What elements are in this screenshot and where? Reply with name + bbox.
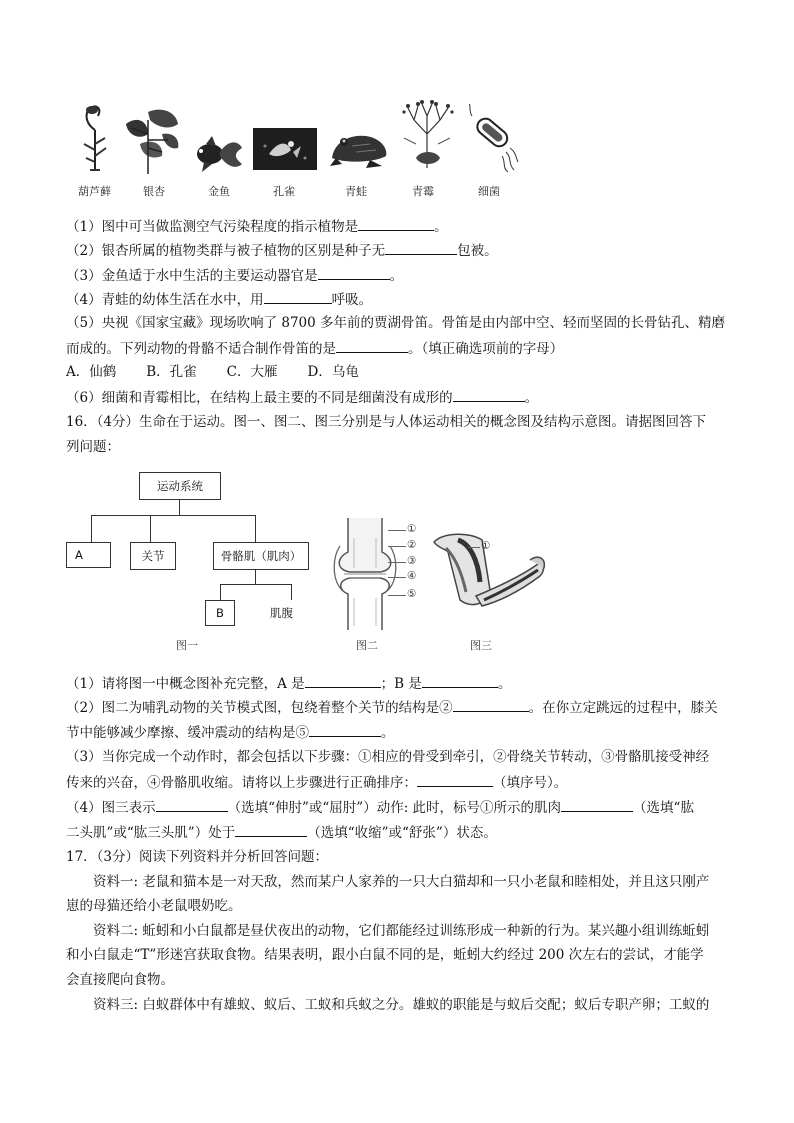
penicillium-image (396, 98, 458, 172)
q17-stem: 17．（3分）阅读下列资料并分析回答问题： (66, 849, 329, 865)
peacock-image (253, 128, 317, 170)
knee-joint-image (330, 518, 400, 630)
q17-material1-line1: 资料一: 老鼠和猫本是一对天敌，然而某户人家养的一只大白猫却和一只小老鼠和睦相处，并且这只刚产 (93, 874, 710, 890)
q16-2-text-b: 。在你立定跳远的过程中，膝关 (528, 700, 718, 716)
q16-stem-line2: 列问题： (66, 439, 120, 455)
q15-5-line1: （5）央视《国家宝藏》现场吹响了 8700 多年前的贾湖骨笛。骨笛是由内部中空、轻而坚固的长骨钻孔、精磨 (66, 315, 726, 331)
fig1-caption: 图一 (176, 639, 198, 652)
q15-6-end: 。 (524, 390, 539, 406)
answer-blank[interactable] (318, 266, 390, 280)
q15-5-line2 (66, 339, 563, 358)
moss-image (78, 100, 112, 174)
q16-3-line1: （3）当你完成一个动作时，都会包括以下步骤：①相应的骨受到牵引，②骨绕关节转动，③骨骼肌接受神经 (66, 749, 710, 765)
caption-bacterium: 细菌 (478, 185, 500, 198)
caption-ginkgo: 银杏 (143, 185, 165, 198)
answer-blank[interactable] (422, 674, 498, 688)
q15-1-text: （1）图中可当做监测空气污染程度的指示植物是 (66, 219, 359, 235)
answer-blank[interactable] (417, 773, 493, 787)
fig2-label-2: ② (407, 539, 417, 551)
ginkgo-image (118, 104, 184, 176)
q16-4-text-a: （4）图三表示 (66, 800, 156, 816)
answer-blank[interactable] (156, 798, 228, 812)
q16-1-text-b: ；B 是 (380, 676, 422, 692)
q16-2-line2 (66, 723, 395, 742)
concept-tendon: 肌腹 (270, 606, 293, 620)
concept-muscle: 骨骼肌（肌肉） (213, 542, 309, 570)
q15-2-end: 包被。 (457, 243, 498, 259)
q17-material1-line2: 崽的母猫还给小老鼠喂奶吃。 (66, 898, 242, 914)
q15-6 (66, 388, 538, 407)
option-a[interactable]: A．仙鹤 (66, 364, 117, 380)
q15-4 (66, 290, 372, 309)
q16-4-line1 (66, 798, 694, 817)
option-c[interactable]: C．大雁 (226, 364, 278, 380)
fig2-label-1: ① (407, 523, 417, 535)
answer-blank[interactable] (385, 241, 457, 255)
q15-3 (66, 266, 403, 285)
concept-a: A (66, 542, 111, 568)
q16-2-text-c: 节中能够减少摩擦、缓冲震动的结构是⑤ (66, 725, 309, 741)
q16-stem-line1: 16．（4分）生命在于运动。图一、图二、图三分别是与人体运动相关的概念图及结构示意图。请据图回答下 (66, 414, 707, 430)
q15-4-end: 呼吸。 (331, 292, 373, 308)
goldfish-image (192, 134, 244, 174)
answer-blank[interactable] (453, 698, 529, 712)
option-b[interactable]: B．孔雀 (146, 364, 197, 380)
fig3-label-1: ① (481, 540, 491, 552)
q15-2 (66, 241, 498, 260)
q16-2-end: 。 (381, 725, 395, 741)
fig2-label-3: ③ (407, 555, 417, 567)
q15-4-text: （4）青蛙的幼体生活在水中，用 (66, 292, 264, 308)
q16-2-text-a: （2）图二为哺乳动物的关节模式图，包绕着整个关节的结构是② (66, 700, 453, 716)
q16-3-line2 (66, 773, 567, 792)
answer-blank[interactable] (309, 723, 381, 737)
caption-peacock: 孔雀 (273, 185, 295, 198)
concept-joint: 关节 (130, 542, 176, 570)
caption-moss: 葫芦藓 (78, 185, 111, 198)
q15-5-text: 而成的。下列动物的骨骼不适合制作骨笛的是 (66, 341, 336, 357)
q15-1-end: 。 (434, 219, 448, 235)
q15-1 (66, 217, 448, 236)
fig3-caption: 图三 (470, 639, 492, 652)
caption-goldfish: 金鱼 (208, 185, 230, 198)
q15-3-end: 。 (389, 268, 404, 284)
q16-3-end: （填序号）。 (493, 775, 568, 791)
caption-frog: 青蛙 (345, 185, 367, 198)
fig2-label-4: ④ (407, 570, 417, 582)
concept-b: B (205, 600, 235, 626)
q17-material2-line3: 会直接爬向食物。 (66, 972, 174, 988)
answer-blank[interactable] (235, 823, 307, 837)
answer-blank[interactable] (264, 290, 332, 304)
q17-material2-line1: 资料二: 蚯蚓和小白鼠都是昼伏夜出的动物，它们都能经过训练形成一种新的行为。某兴趣小组训练蚯蚓 (93, 923, 710, 939)
q16-4-text-d: 二头肌”或“肱三头肌”）处于 (66, 825, 236, 841)
q15-3-text: （3）金鱼适于水中生活的主要运动器官是 (66, 268, 318, 284)
frog-image (326, 128, 390, 168)
q16-3-text: 传来的兴奋，④骨骼肌收缩。请将以上步骤进行正确排序： (66, 775, 417, 791)
q16-1 (66, 674, 511, 693)
q16-1-text-a: （1）请将图一中概念图补充完整，A 是 (66, 676, 305, 692)
q16-2-line1 (66, 698, 718, 717)
q15-6-text: （6）细菌和青霉相比，在结构上最主要的不同是细菌没有成形的 (66, 390, 453, 406)
answer-blank[interactable] (358, 217, 434, 231)
q16-4-text-e: （选填“收缩”或“舒张”）状态。 (307, 825, 497, 841)
answer-blank[interactable] (561, 798, 633, 812)
q16-1-end: 。 (497, 676, 512, 692)
q17-material3-line1: 资料三: 白蚁群体中有雄蚁、蚁后、工蚁和兵蚁之分。雄蚁的职能是与蚁后交配；蚁后专职产卵；工蚁的 (93, 997, 710, 1013)
q16-4-text-c: （选填“肱 (633, 800, 694, 816)
concept-root: 运动系统 (139, 472, 221, 500)
q15-5-end: 。（填正确选项前的字母） (408, 341, 564, 357)
answer-blank[interactable] (453, 388, 525, 402)
q16-4-line2 (66, 823, 497, 842)
q15-5-options (66, 363, 389, 381)
fig2-caption: 图二 (356, 639, 378, 652)
bacterium-image (462, 104, 520, 174)
answer-blank[interactable] (305, 674, 381, 688)
caption-penicillium: 青霉 (412, 185, 434, 198)
q15-2-text: （2）银杏所属的植物类群与被子植物的区别是种子无 (66, 243, 386, 259)
fig2-label-5: ⑤ (407, 588, 417, 600)
q17-material2-line2: 和小白鼠走“T”形迷宫获取食物。结果表明，跟小白鼠不同的是，蚯蚓大约经过 200 次左右的尝试，才能学 (66, 947, 704, 963)
q16-4-text-b: （选填“伸肘”或“屈肘”）动作: 此时，标号①所示的肌肉 (227, 800, 562, 816)
option-d[interactable]: D．乌龟 (307, 364, 359, 380)
answer-blank[interactable] (336, 339, 408, 353)
